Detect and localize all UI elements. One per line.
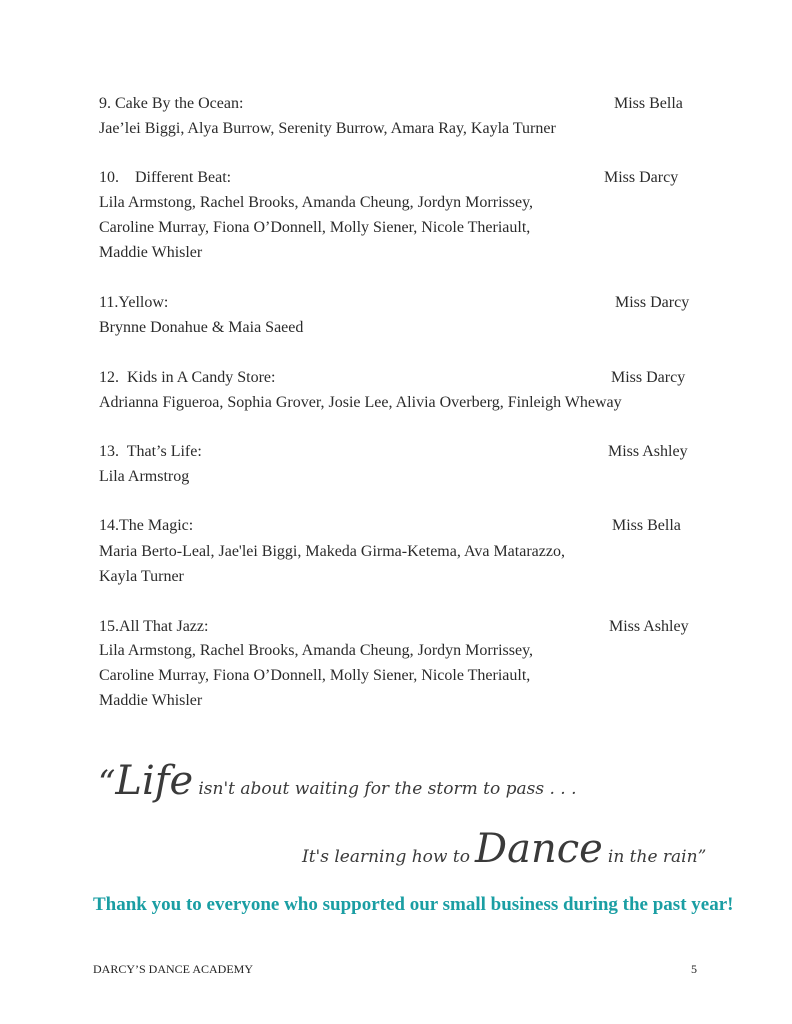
routine-teacher: Miss Darcy [604,169,679,186]
routine-9-dancers [99,116,556,141]
routine-12-dancers [99,390,622,415]
dancer-line: Lila Armstong, Rachel Brooks, Amanda Cheung, Jordyn Morrissey, [99,642,534,659]
routine-9-header [99,95,697,115]
routine-teacher: Miss Ashley [609,618,689,635]
dancer-line: Maddie Whisler [99,244,203,261]
dancer-line: Maddie Whisler [99,692,203,709]
dancer-line: Caroline Murray, Fiona O’Donnell, Molly Siener, Nicole Theriault, [99,219,531,236]
dancer-line: Caroline Murray, Fiona O’Donnell, Molly Siener, Nicole Theriault, [99,667,531,684]
routine-teacher: Miss Darcy [615,294,690,311]
routine-15-dancers [99,638,533,713]
dancer-line: Maria Berto-Leal, Jae'lei Biggi, Makeda Girma-Ketema, Ava Matarazzo, [99,543,565,560]
dancer-line: Lila Armstong, Rachel Brooks, Amanda Cheung, Jordyn Morrissey, [99,194,534,211]
routine-15-header [99,618,697,638]
footer-academy-name: DARCY’S DANCE ACADEMY [93,962,254,976]
routine-13-header [99,443,697,463]
routine-title: 12. Kids in A Candy Store: [99,369,276,386]
thank-you-message: Thank you to everyone who supported our small business during the past year! [93,894,734,915]
quote-word-life: Life [115,758,194,804]
routine-14-header [99,517,697,537]
quote-open-mark: “ [98,763,116,803]
routine-title: 11.Yellow: [99,294,169,311]
routine-11-header [99,294,697,314]
routine-13-dancers [99,464,189,489]
dancer-line: Adrianna Figueroa, Sophia Grover, Josie Lee, Alivia Overberg, Finleigh Wheway [99,394,622,411]
routine-teacher: Miss Bella [612,517,681,534]
quote-line-2 [302,826,706,872]
routine-title: 13. That’s Life: [99,443,202,460]
dancer-line: Kayla Turner [99,568,184,585]
routine-teacher: Miss Darcy [611,369,686,386]
routine-10-dancers [99,190,533,265]
quote-text-2b: in the rain” [607,847,707,867]
routine-title: 14.The Magic: [99,517,194,534]
routine-teacher: Miss Bella [614,95,683,112]
routine-11-dancers [99,315,303,340]
quote-text-1: isn't about waiting for the storm to pass . . . [198,779,577,799]
dancer-line: Lila Armstrog [99,468,190,485]
routine-title: 10. Different Beat: [99,169,232,186]
dancer-line: Brynne Donahue & Maia Saeed [99,319,304,336]
routine-title: 15.All That Jazz: [99,618,209,635]
quote-text-2a: It's learning how to [302,847,470,867]
dancer-line: Jae’lei Biggi, Alya Burrow, Serenity Burrow, Amara Ray, Kayla Turner [99,120,556,137]
routine-10-header [99,169,697,189]
routine-12-header [99,369,697,389]
quote-word-dance: Dance [475,826,603,872]
routine-teacher: Miss Ashley [608,443,688,460]
quote-line-1 [98,758,577,804]
routine-14-dancers [99,539,565,589]
footer-page-number: 5 [691,962,697,976]
routine-title: 9. Cake By the Ocean: [99,95,244,112]
